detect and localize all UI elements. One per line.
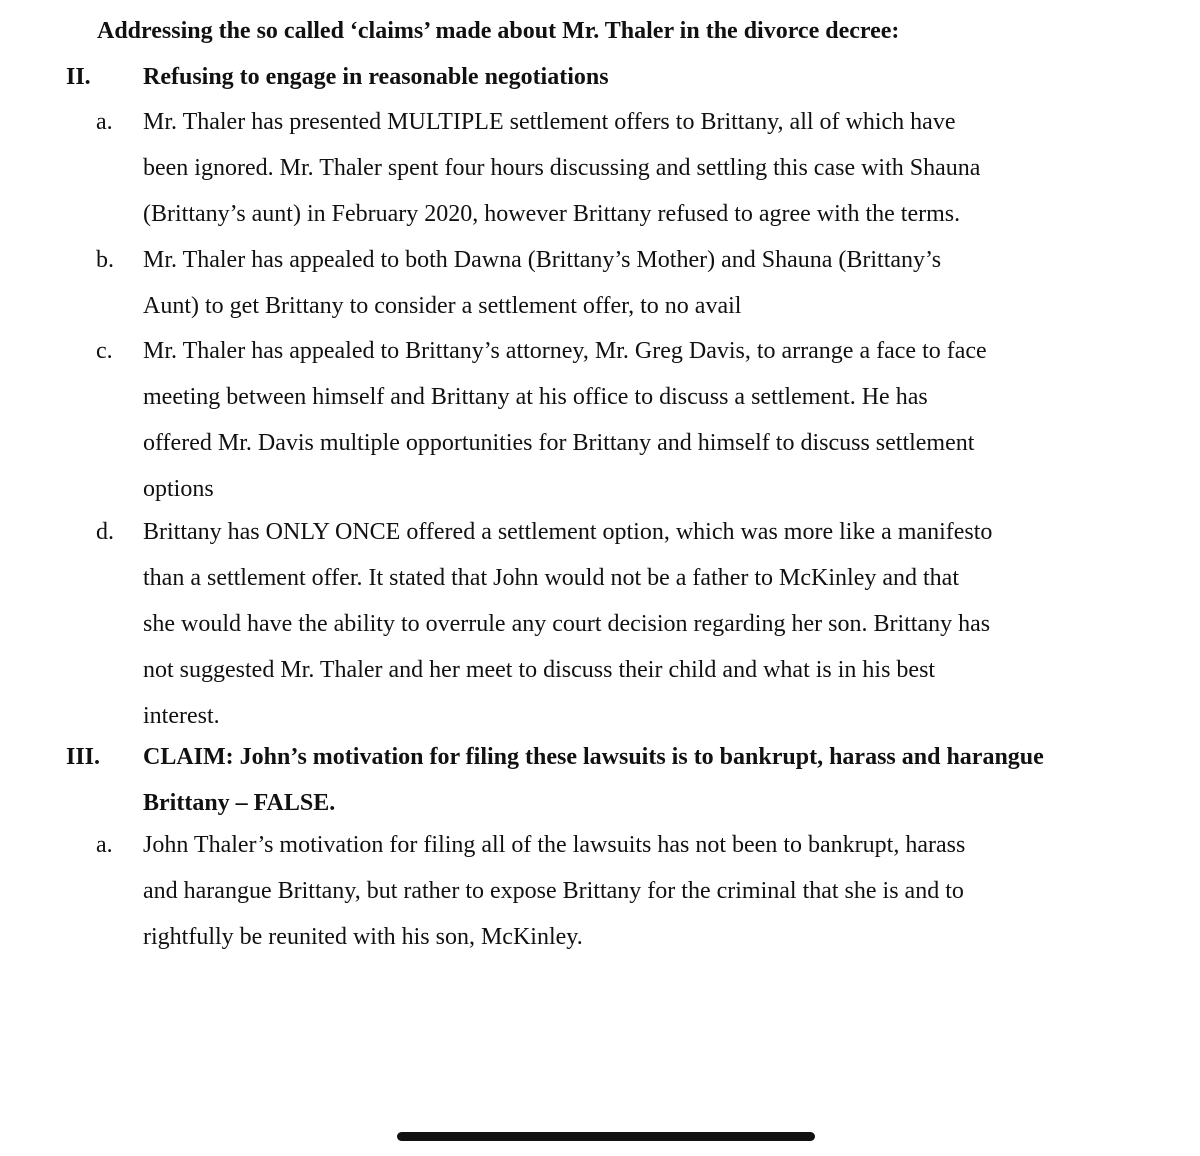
item-line: Aunt) to get Brittany to consider a settlement offer, to no avail: [143, 293, 742, 319]
section-title: [143, 734, 1103, 826]
list-item: [143, 822, 1103, 960]
item-line: meeting between himself and Brittany at his office to discuss a settlement. He has: [143, 384, 928, 410]
section-title-line: Refusing to engage in reasonable negotiations: [143, 64, 609, 90]
item-line: not suggested Mr. Thaler and her meet to discuss their child and what is in his best: [143, 657, 936, 683]
item-line: offered Mr. Davis multiple opportunities for Brittany and himself to discuss settlement: [143, 430, 975, 456]
list-item: [143, 99, 1103, 237]
item-letter: a.: [96, 109, 113, 135]
section-number: II.: [66, 64, 91, 90]
item-line: Mr. Thaler has presented MULTIPLE settlement offers to Brittany, all of which have: [143, 109, 956, 135]
document-heading: Addressing the so called ‘claims’ made about Mr. Thaler in the divorce decree:: [97, 18, 900, 44]
section-title: [143, 54, 1103, 100]
item-letter: d.: [96, 519, 114, 545]
item-letter: a.: [96, 832, 113, 858]
item-line: options: [143, 476, 214, 502]
item-letter: c.: [96, 338, 113, 364]
list-item: [143, 237, 1103, 329]
item-line: Mr. Thaler has appealed to both Dawna (Brittany’s Mother) and Shauna (Brittany’s: [143, 247, 942, 273]
item-line: she would have the ability to overrule any court decision regarding her son. Brittany has: [143, 611, 991, 637]
item-line: interest.: [143, 703, 220, 729]
item-line: John Thaler’s motivation for filing all of the lawsuits has not been to bankrupt, harass: [143, 832, 966, 858]
item-line: rightfully be reunited with his son, McKinley.: [143, 924, 583, 950]
item-line: Brittany has ONLY ONCE offered a settlement option, which was more like a manifesto: [143, 519, 993, 545]
item-line: and harangue Brittany, but rather to expose Brittany for the criminal that she is and to: [143, 878, 964, 904]
item-line: Mr. Thaler has appealed to Brittany’s attorney, Mr. Greg Davis, to arrange a face to face: [143, 338, 987, 364]
section-title-line: CLAIM: John’s motivation for filing these lawsuits is to bankrupt, harass and harangue: [143, 744, 1044, 770]
home-indicator[interactable]: [397, 1132, 815, 1141]
item-line: than a settlement offer. It stated that John would not be a father to McKinley and that: [143, 565, 959, 591]
item-letter: b.: [96, 247, 114, 273]
section-title-line: Brittany – FALSE.: [143, 790, 336, 816]
item-line: been ignored. Mr. Thaler spent four hours discussing and settling this case with Shauna: [143, 155, 981, 181]
list-item: [143, 509, 1103, 739]
section-number: III.: [66, 744, 101, 770]
item-line: (Brittany’s aunt) in February 2020, however Brittany refused to agree with the terms.: [143, 201, 961, 227]
list-item: [143, 328, 1103, 512]
